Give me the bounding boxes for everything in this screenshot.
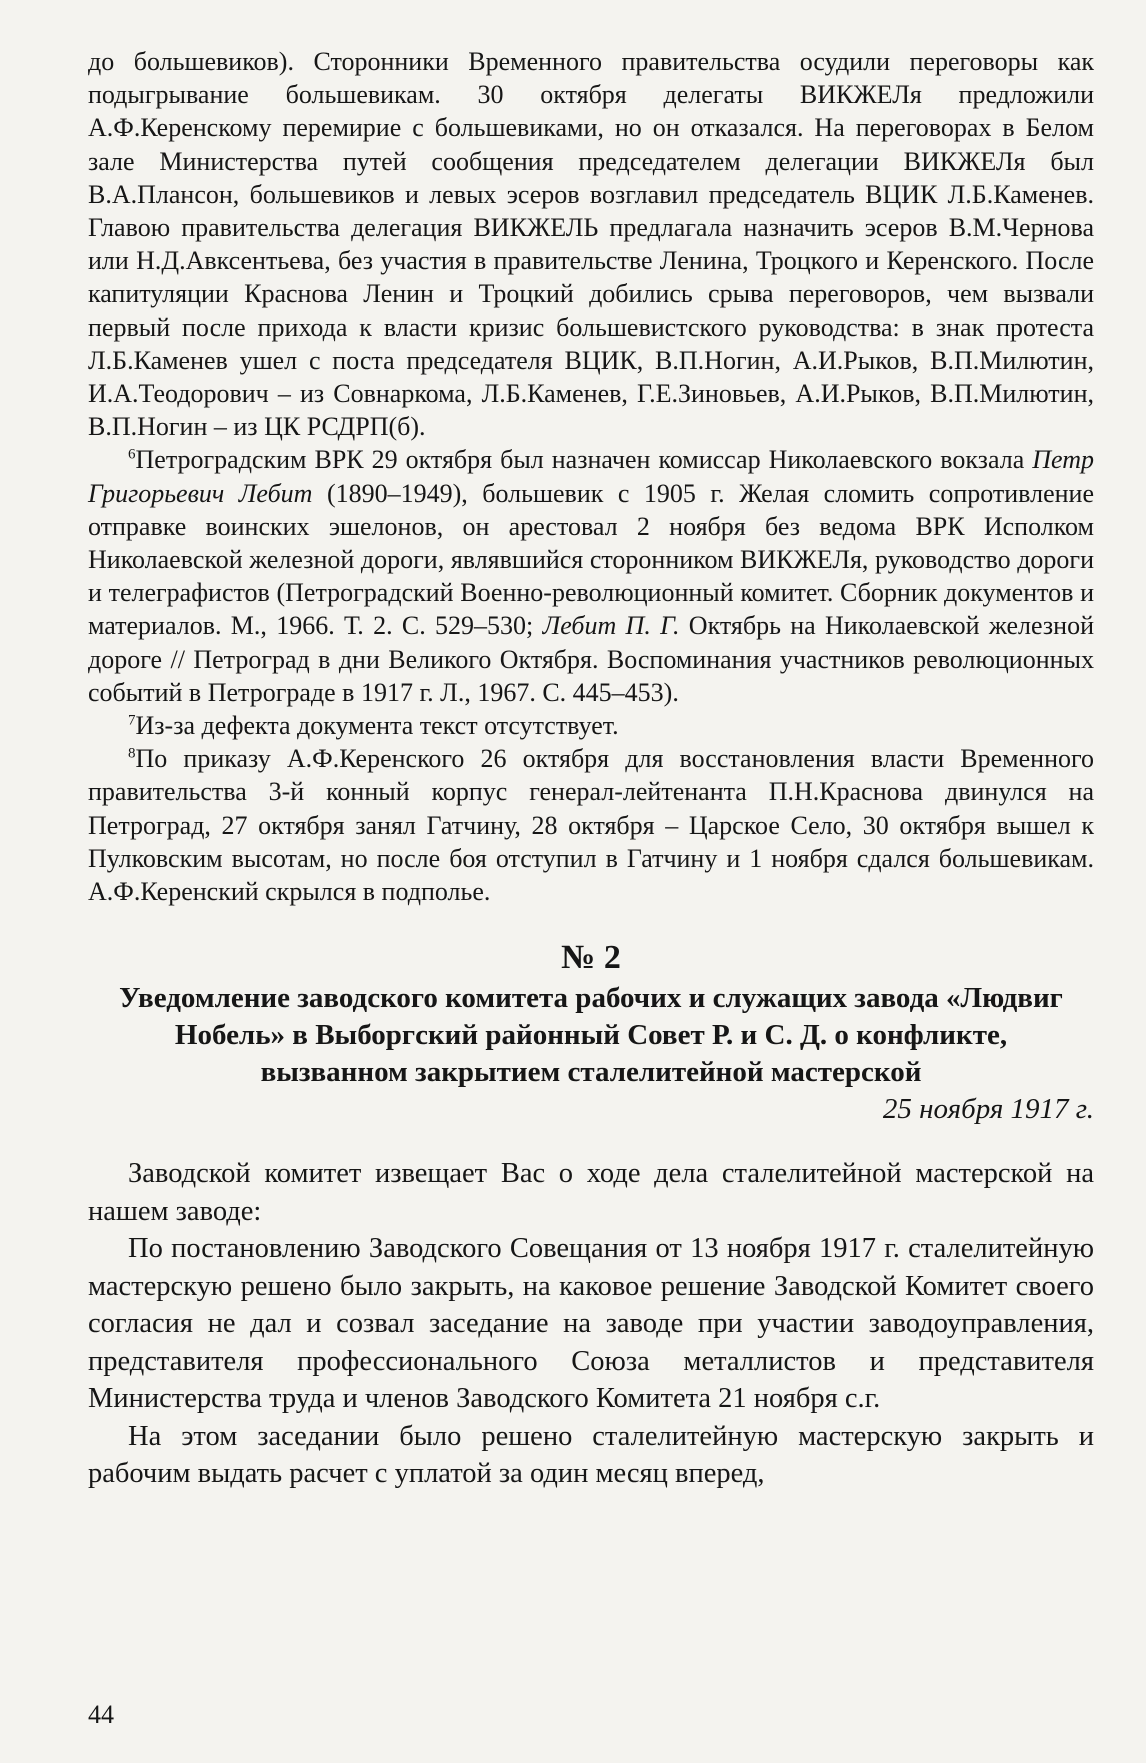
footnote-6 <box>88 443 1094 709</box>
body-paragraph-2: По постановлению Заводского Совещания от 13 ноября 1917 г. сталелитейную мастерскую решено было закрыть, на каковое решение Заводской Комитет своего согласия не дал и созвал заседание на заводе при участии заводоуправления, представителя профессионального Союза металлистов и представителя Министерства труда и членов Заводского Комитета 21 ноября с.г. <box>88 1233 1094 1415</box>
footnote-continuation: до большевиков). Сторонники Временного правительства осудили переговоры как подыгрывание большевикам. 30 октября делегаты ВИКЖЕЛя предложили А.Ф.Керенскому перемирие с большевиками, но он отказался. На переговорах в Белом зале Министерства путей сообщения председателем делегации ВИКЖЕЛя был В.А.Плансон, большевиков и левых эсеров возглавил председатель ВЦИК Л.Б.Каменев. Главою правительства делегация ВИКЖЕЛЬ предлагала назначить эсеров В.М.Чернова или Н.Д.Авксентьева, без участия в правительстве Ленина, Троцкого и Керенского. После капитуляции Краснова Ленин и Троцкий добились срыва переговоров, чем вызвали первый после прихода к власти кризис большевистского руководства: в знак протеста Л.Б.Каменев ушел с поста председателя ВЦИК, В.П.Ногин, А.И.Рыков, В.П.Милютин, И.А.Теодорович – из Совнаркома, Л.Б.Каменев, Г.Е.Зиновьев, А.И.Рыков, В.П.Милютин, В.П.Ногин – из ЦК РСДРП(б). <box>88 47 1094 442</box>
page-content <box>88 45 1094 1493</box>
footnote-6-text-c: Октябрь на Николаевской железной дороге // Петроград в дни Великого Октября. Воспоминания участников революционных событий в Петрограде в 1917 г. Л., 1967. С. 445–453). <box>88 611 1094 707</box>
body-paragraph-1: Заводской комитет извещает Вас о ходе дела сталелитейной мастерской на нашем заводе: <box>88 1158 1094 1227</box>
footnote-6-text-a: Петроградским ВРК 29 октября был назначен комиссар Николаевского вокзала <box>135 445 1033 475</box>
footnote-6-text-b: (1890–1949), большевик с 1905 г. Желая сломить сопротивление отправке воинских эшелонов, он арестовал 2 ноября без ведома ВРК Исполком Николаевской железной дороги, являвшийся сторонником ВИКЖЕЛя, руководство дороги и телеграфистов (Петроградский Военно-революционный комитет. Сборник документов и материалов. М., 1966. Т. 2. С. 529–530; <box>88 478 1094 641</box>
footnote-8 <box>88 742 1094 908</box>
page-number: 44 <box>88 1700 114 1729</box>
footnote-6-mark: 6 <box>128 446 136 463</box>
document-title: Уведомление заводского комитета рабочих и служащих завода «Людвиг Нобель» в Выборгский районный Совет Р. и С. Д. о конфликте, вызванном закрытием сталелитейной мастерской <box>119 982 1063 1089</box>
footnote-8-mark: 8 <box>128 745 136 762</box>
footnote-7-mark: 7 <box>128 712 136 729</box>
document-number: № 2 <box>561 939 621 977</box>
footnote-7-text: Из-за дефекта документа текст отсутствует. <box>135 711 619 741</box>
body-paragraph-3: На этом заседании было решено сталелитейную мастерскую закрыть и рабочим выдать расчет с уплатой за один месяц вперед, <box>88 1420 1094 1490</box>
footnote-6-author: Лебит П. Г. <box>542 611 680 641</box>
footnote-6-name: Петр Григорьевич Лебит <box>88 445 1094 508</box>
footnote-8-text: По приказу А.Ф.Керенского 26 октября для восстановления власти Временного правительства 3-й конный корпус генерал-лейтенанта П.Н.Краснова двинулся на Петроград, 27 октября занял Гатчину, 28 октября – Царское Село, 30 октября вышел к Пулковским высотам, но после боя отступил в Гатчину и 1 ноября сдался большевикам. А.Ф.Керенский скрылся в подполье. <box>88 744 1094 907</box>
document-date: 25 ноября 1917 г. <box>882 1093 1094 1126</box>
footnote-7 <box>88 709 1094 742</box>
